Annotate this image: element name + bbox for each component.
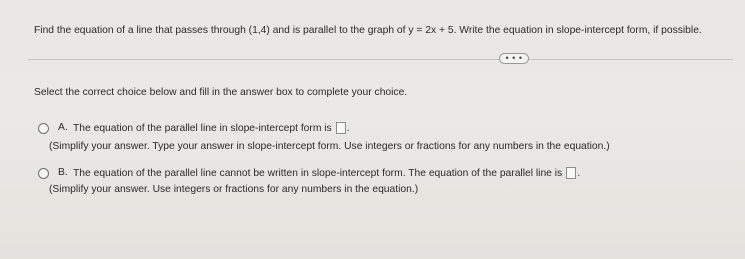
option-a-letter: A.: [58, 122, 68, 133]
option-a-period: .: [346, 123, 350, 134]
option-b-text: [73, 167, 580, 179]
option-b-radio[interactable]: [38, 168, 49, 179]
option-b-answer-box[interactable]: [566, 167, 576, 179]
option-b-hint: (Simplify your answer. Use integers or fractions for any numbers in the equation.): [49, 184, 419, 195]
section-divider: [28, 59, 733, 60]
option-b-letter: B.: [58, 167, 68, 178]
option-b-period: .: [577, 168, 581, 179]
option-a-radio[interactable]: [38, 123, 49, 134]
option-a-label: The equation of the parallel line in slope-intercept form is: [73, 123, 332, 134]
option-a-hint: (Simplify your answer. Type your answer in slope-intercept form. Use integers or fractions for any numbers in the equation.): [49, 141, 610, 152]
option-a-text: [73, 122, 350, 134]
question-text: Find the equation of a line that passes through (1,4) and is parallel to the graph of y = 2x + 5. Write the equation in slope-intercept form, if possible.: [34, 25, 702, 36]
option-b-label: The equation of the parallel line cannot be written in slope-intercept form. The equation of the parallel line is: [73, 168, 563, 179]
more-button[interactable]: • • •: [499, 53, 529, 64]
option-a-answer-box[interactable]: [336, 122, 346, 134]
instruction-text: Select the correct choice below and fill in the answer box to complete your choice.: [34, 87, 408, 98]
